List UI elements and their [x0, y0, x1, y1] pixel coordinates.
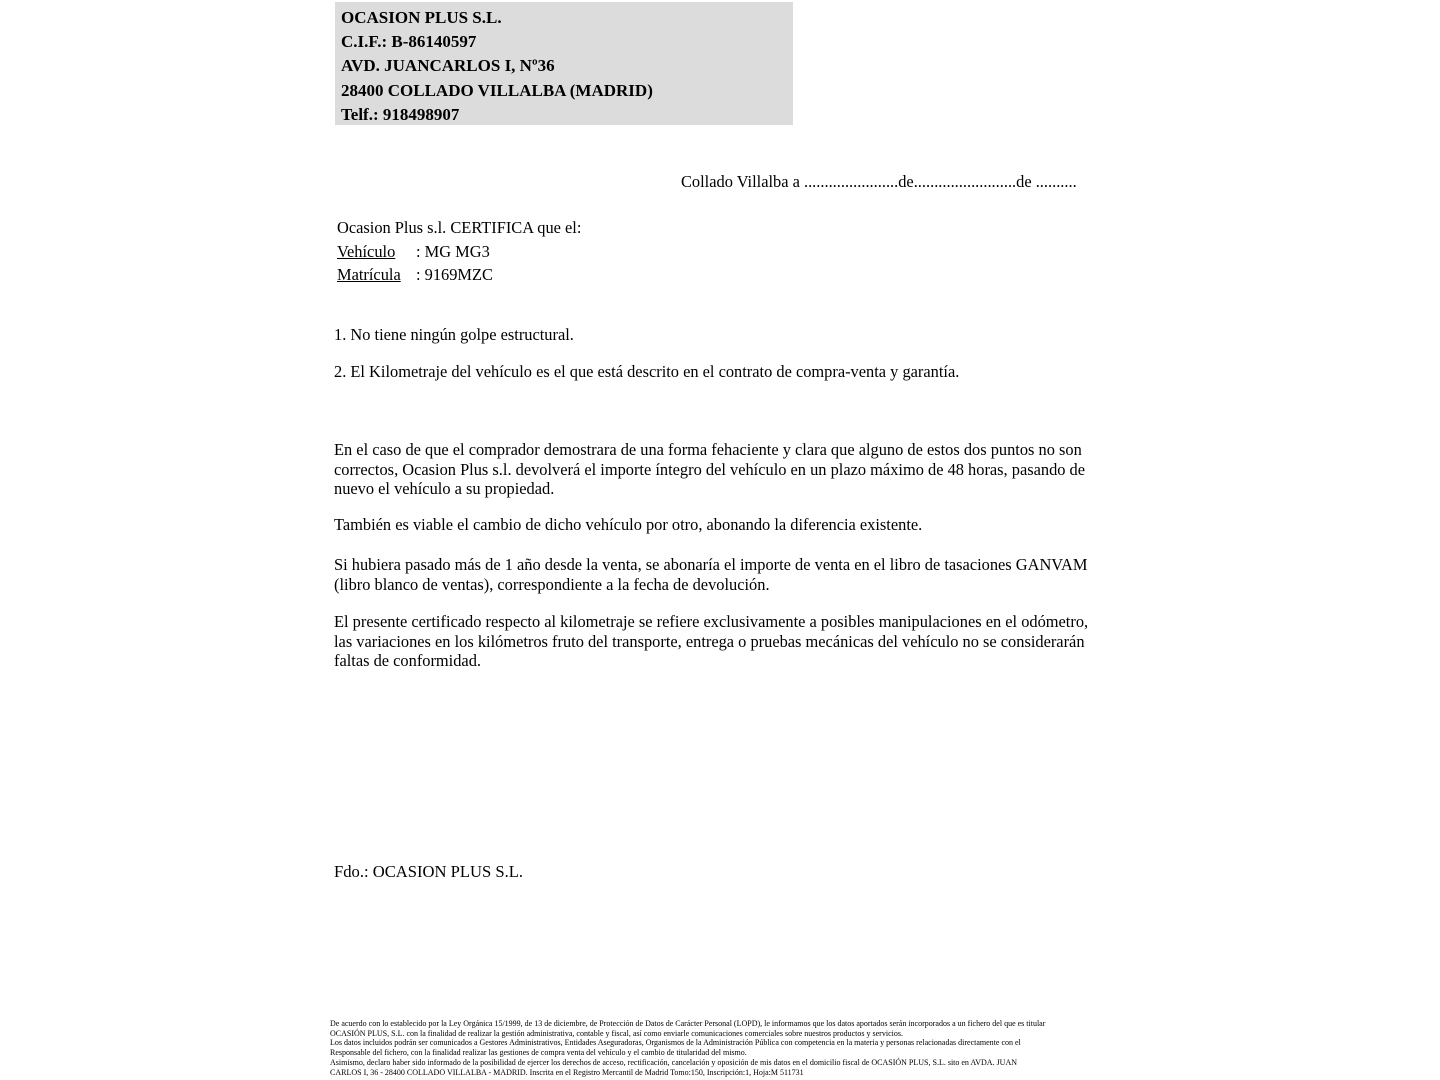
paragraph-exchange-option: También es viable el cambio de dicho vehículo por otro, abonando la diferencia existente.	[334, 515, 923, 534]
paragraph-ganvam: Si hubiera pasado más de 1 año desde la venta, se abonaría el importe de venta en el libro de tasaciones GANVAM (libro blanco de ventas), correspondiente a la fecha de devolución.	[334, 555, 1088, 594]
paragraph-odometer-disclaimer: El presente certificado respecto al kilometraje se refiere exclusivamente a posibles manipulaciones en el odómetro, las variaciones en los kilómetros fruto del transporte, entrega o pruebas mecánicas del vehículo no se considerarán faltas de conformidad.	[334, 612, 1089, 671]
point-2: 2. El Kilometraje del vehículo es el que está descrito en el contrato de compra-venta y garantía.	[334, 362, 960, 381]
company-phone: Telf.: 918498907	[341, 104, 460, 124]
plate-label: Matrícula	[337, 265, 401, 285]
date-line: Collado Villalba a .......................de.........................de ..........	[681, 172, 1077, 191]
certification-intro: Ocasion Plus s.l. CERTIFICA que el:	[337, 218, 582, 237]
legal-line: CARLOS I, 36 - 28400 COLLADO VILLALBA - MADRID. Inscrita en el Registro Mercantil de Madrid Tomo:150, Inscripción:1, Hoja:M 511731	[330, 1067, 804, 1077]
legal-fine-print	[330, 1019, 1120, 1077]
vehicle-value: : MG MG3	[416, 241, 490, 261]
company-header-box	[335, 2, 793, 125]
legal-line: De acuerdo con lo establecido por la Ley Orgánica 15/1999, de 13 de diciembre, de Protección de Datos de Carácter Personal (LOPD), le informamos que los datos aportados serán incorporados a un fichero del que es titular	[330, 1019, 1046, 1028]
plate-value: : 9169MZC	[416, 265, 493, 285]
legal-line: OCASIÓN PLUS, S.L. con la finalidad de realizar la gestión administrativa, contable y fiscal, así como enviarle comunicaciones comerciales sobre nuestros productos y servicios.	[330, 1028, 903, 1038]
point-1: 1. No tiene ningún golpe estructural.	[334, 325, 574, 344]
legal-line: Los datos incluidos podrán ser comunicados a Gestores Administrativos, Entidades Aseguradoras, Organismos de la Administración Pública con competencia en la materia y personas relacionadas directamente con el	[330, 1038, 1021, 1048]
signature-line: Fdo.: OCASION PLUS S.L.	[334, 862, 524, 881]
company-cif: C.I.F.: B-86140597	[341, 32, 477, 52]
company-name: OCASION PLUS S.L.	[341, 8, 502, 27]
company-address: AVD. JUANCARLOS I, Nº36	[341, 56, 555, 76]
certification-block	[337, 216, 581, 287]
paragraph-refund-condition: En el caso de que el comprador demostrara de una forma fehaciente y clara que alguno de estos dos puntos no son correctos, Ocasion Plus s.l. devolverá el importe íntegro del vehículo en un plazo máximo de 48 horas, pasando de nuevo el vehículo a su propiedad.	[334, 440, 1086, 499]
plate-field	[337, 263, 581, 287]
vehicle-label: Vehículo	[337, 241, 396, 261]
company-city: 28400 COLLADO VILLALBA (MADRID)	[341, 80, 653, 100]
legal-line: Asimismo, declaro haber sido informado de la posibilidad de ejercer los derechos de acceso, rectificación, cancelación y oposición de mis datos en el domicilio fiscal de OCASIÓN PLUS, S.L. sito en AVDA. JUAN	[330, 1057, 1018, 1067]
legal-line: Responsable del fichero, con la finalidad realizar las gestiones de compra venta del vehículo y el cambio de titularidad del mismo.	[330, 1048, 747, 1058]
vehicle-field	[337, 240, 581, 264]
